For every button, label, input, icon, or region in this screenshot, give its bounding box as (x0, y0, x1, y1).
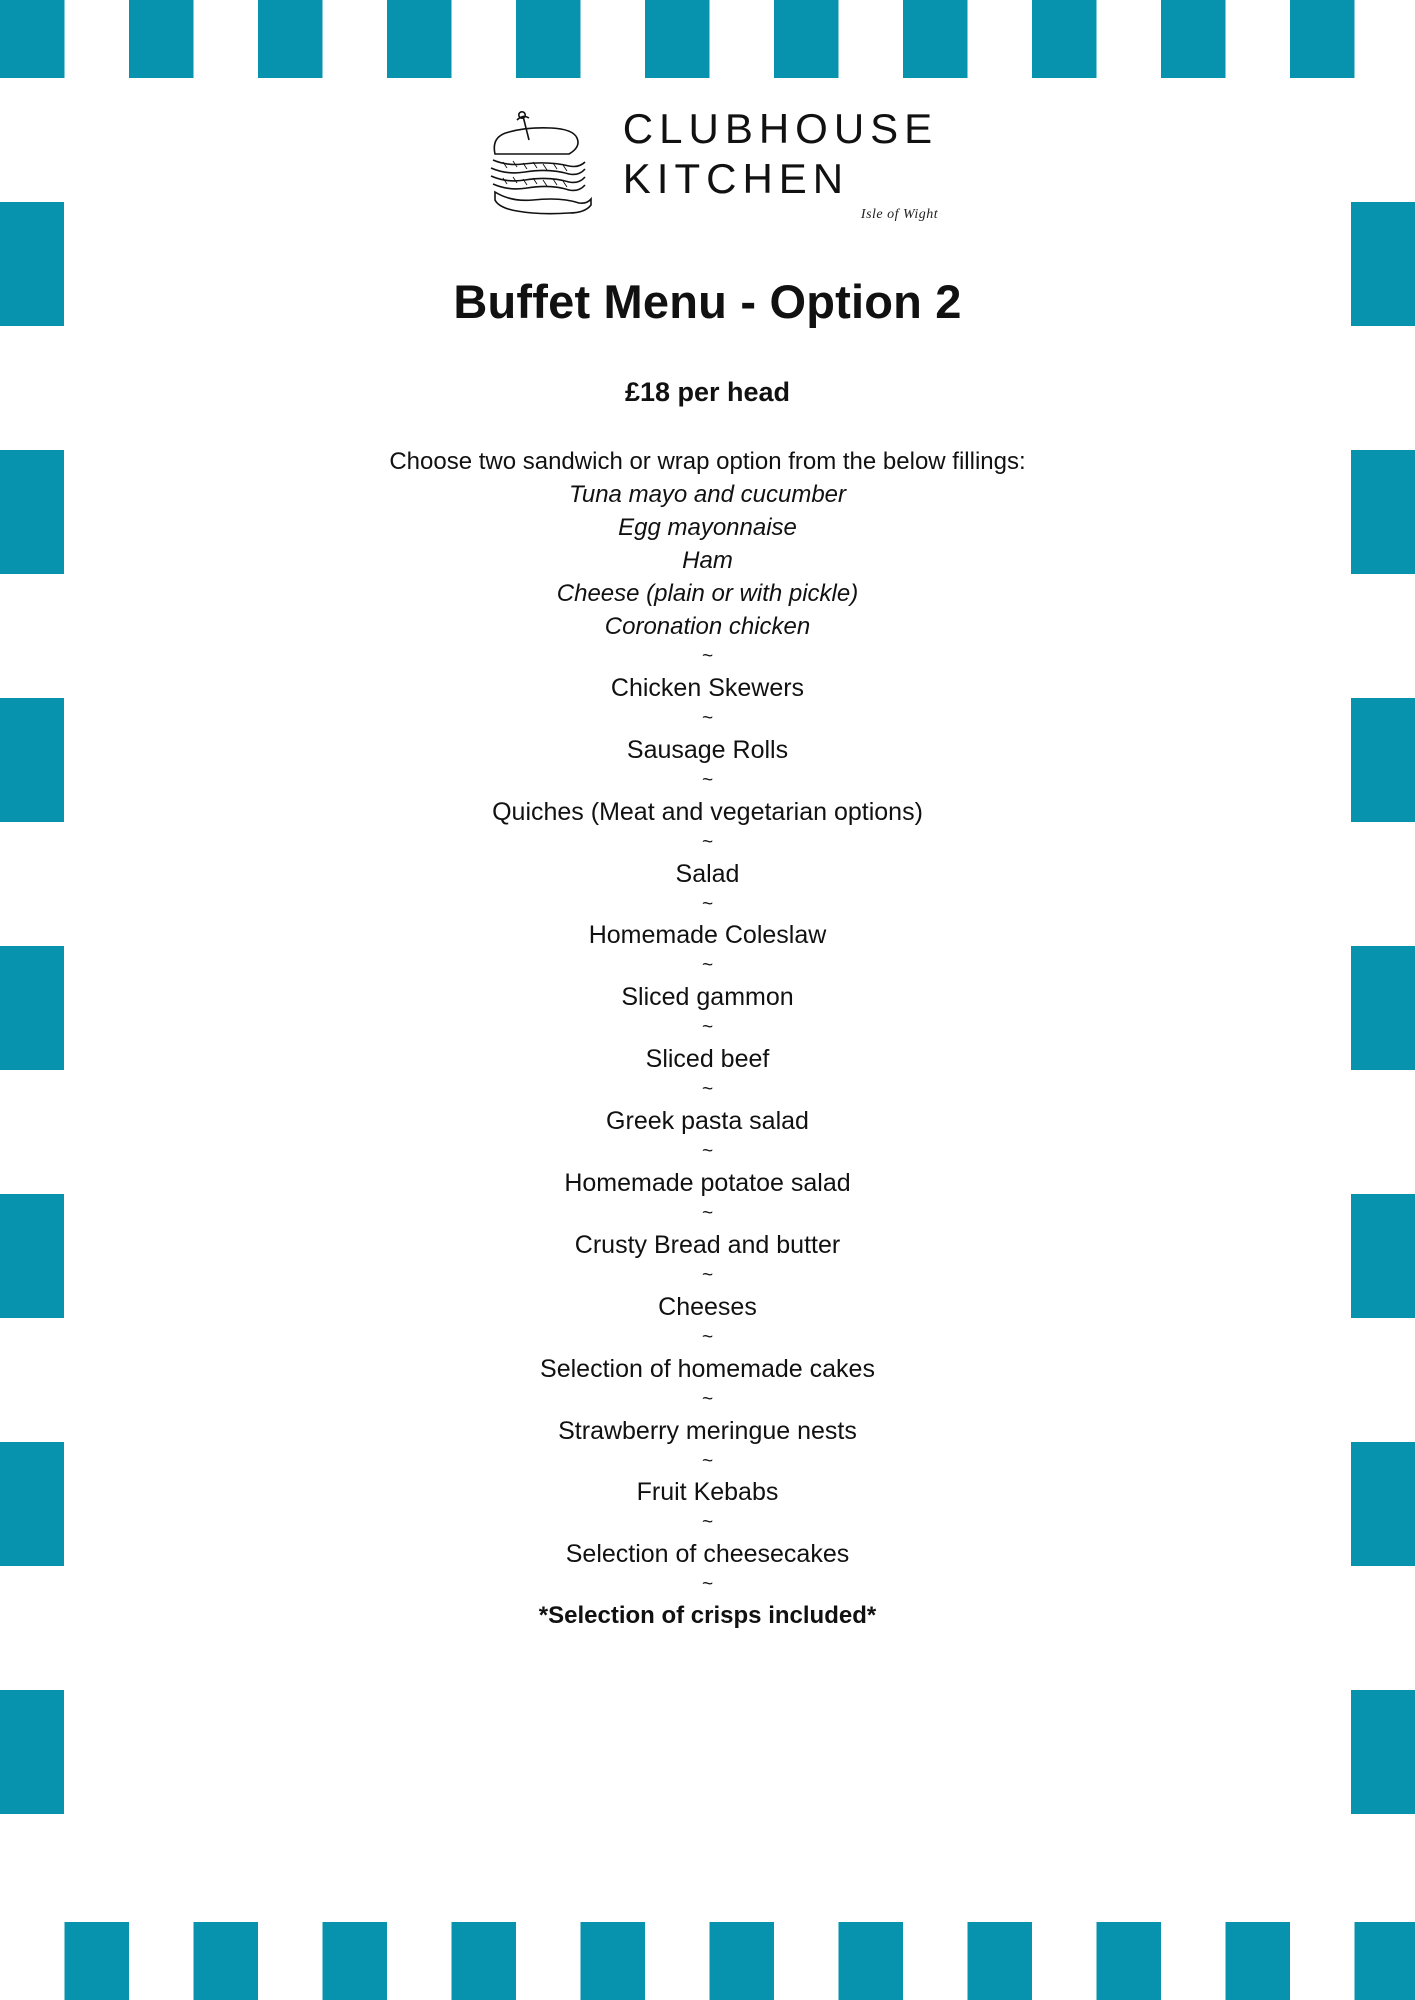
filling-item: Tuna mayo and cucumber (568, 481, 847, 508)
brand-line-2: KITCHEN (622, 155, 850, 202)
menu-item: Crusty Bread and butter (574, 1230, 841, 1259)
menu-sheet (64, 78, 1351, 1922)
price-label: £18 per head (624, 377, 791, 407)
fillings-intro: Choose two sandwich or wrap option from the below fillings: (389, 448, 1026, 475)
separator: ~ (701, 1450, 714, 1472)
menu-item: Greek pasta salad (606, 1107, 809, 1136)
separator: ~ (701, 1574, 714, 1596)
menu-item: Fruit Kebabs (636, 1478, 779, 1507)
brand-logo (64, 78, 1351, 222)
separator: ~ (701, 1264, 714, 1286)
menu-item: Sliced gammon (621, 983, 794, 1012)
separator: ~ (701, 1326, 714, 1348)
separator: ~ (701, 1017, 714, 1039)
separator: ~ (701, 769, 714, 791)
separator: ~ (701, 646, 714, 667)
sandwich-icon (477, 110, 605, 220)
brand-line-1: CLUBHOUSE (622, 105, 939, 152)
menu-item: Selection of cheesecakes (565, 1540, 850, 1569)
brand-wordmark (622, 105, 939, 222)
separator: ~ (701, 955, 714, 977)
filling-item: Egg mayonnaise (618, 514, 797, 541)
menu-item: Homemade potatoe salad (564, 1169, 851, 1198)
menu-item: Sliced beef (645, 1045, 770, 1074)
menu-item: Strawberry meringue nests (558, 1416, 857, 1445)
separator: ~ (701, 1512, 714, 1534)
filling-item: Cheese (plain or with pickle) (556, 580, 859, 607)
menu-item: Cheeses (658, 1292, 757, 1321)
checkerboard-border-left (0, 78, 64, 1922)
separator: ~ (701, 1388, 714, 1410)
filling-item: Ham (682, 547, 733, 574)
checkerboard-border-bottom (0, 1922, 1415, 2000)
menu-item: Sausage Rolls (626, 735, 789, 764)
separator: ~ (701, 1141, 714, 1163)
menu-item: Salad (675, 859, 740, 888)
separator: ~ (701, 707, 714, 729)
brand-tagline: Isle of Wight (860, 207, 939, 222)
page-title: Buffet Menu - Option 2 (453, 275, 962, 328)
filling-item: Coronation chicken (604, 613, 811, 640)
checkerboard-border-top (0, 0, 1415, 78)
menu-item: Quiches (Meat and vegetarian options) (492, 797, 923, 826)
checkerboard-border-right (1351, 78, 1415, 1922)
menu-item: Selection of homemade cakes (540, 1354, 875, 1383)
footnote: *Selection of crisps included* (538, 1602, 877, 1630)
separator: ~ (701, 831, 714, 853)
menu-item: Homemade Coleslaw (588, 921, 827, 950)
menu-item: Chicken Skewers (610, 673, 805, 702)
separator: ~ (701, 1079, 714, 1101)
separator: ~ (701, 893, 714, 915)
separator: ~ (701, 1203, 714, 1225)
